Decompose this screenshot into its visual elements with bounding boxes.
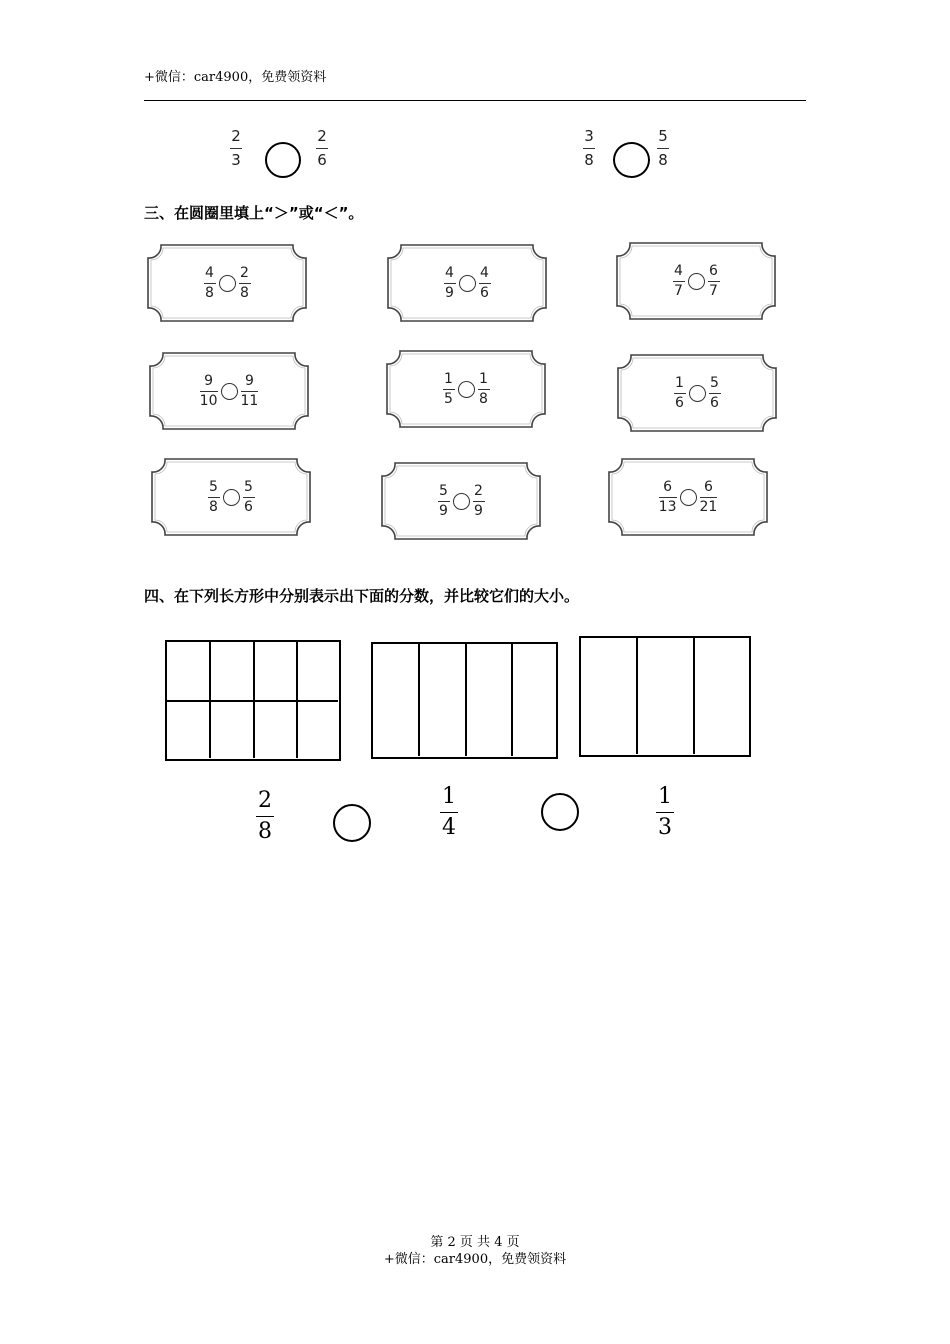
comparison-card: [617, 354, 777, 432]
section-4-title: 四、在下列长方形中分别表示出下面的分数，并比较它们的大小。: [144, 587, 580, 605]
denominator: 8: [205, 284, 214, 301]
fraction-bar: [478, 389, 490, 390]
denominator: 8: [240, 284, 249, 301]
denominator: 8: [209, 498, 218, 515]
numerator: 9: [204, 372, 214, 389]
denominator: 11: [240, 392, 259, 409]
answer-circle[interactable]: [613, 142, 650, 178]
numerator: 5: [244, 478, 253, 495]
fraction: [659, 480, 677, 515]
fraction-bar: [659, 497, 677, 498]
fraction: [440, 786, 458, 839]
fraction: [443, 372, 455, 407]
fraction-bar: [708, 281, 720, 282]
denominator: 5: [444, 390, 453, 407]
fraction: [204, 266, 216, 301]
numerator: 4: [480, 264, 489, 281]
answer-circle[interactable]: [221, 383, 238, 400]
denominator: 8: [584, 151, 594, 169]
comparison-card: [147, 244, 307, 322]
denominator: 9: [445, 284, 454, 301]
answer-circle[interactable]: [219, 275, 236, 292]
numerator: 2: [240, 264, 249, 281]
answer-circle[interactable]: [459, 275, 476, 292]
rectangle-4-parts[interactable]: [371, 642, 558, 759]
fraction: [243, 480, 255, 515]
fraction: [241, 374, 259, 409]
fraction-bar: [657, 148, 669, 149]
fraction-bar: [440, 812, 458, 813]
fraction: [656, 786, 674, 839]
denominator: 9: [439, 502, 448, 519]
footer-text: +微信：car4900，免费领资料: [383, 1252, 567, 1267]
header-divider: [144, 100, 806, 101]
grid-line: [465, 644, 467, 756]
comparison-card: [381, 462, 541, 540]
numerator: 2: [474, 482, 483, 499]
denominator: 8: [479, 390, 488, 407]
comparison-card: [386, 350, 546, 428]
denominator: 6: [710, 394, 719, 411]
grid-line: [511, 644, 513, 756]
denominator: 7: [674, 282, 683, 299]
numerator: 5: [710, 374, 719, 391]
answer-circle[interactable]: [458, 381, 475, 398]
fraction-bar: [443, 389, 455, 390]
grid-line: [167, 700, 338, 702]
fraction-bar: [208, 497, 220, 498]
denominator: 6: [317, 151, 327, 169]
fraction-bar: [583, 148, 595, 149]
fraction: [583, 128, 595, 169]
denominator: 13: [658, 498, 677, 515]
comparison-card: [387, 244, 547, 322]
numerator: 5: [658, 127, 668, 145]
comparison-card: [616, 242, 776, 320]
fraction-bar: [438, 501, 450, 502]
fraction: [200, 374, 218, 409]
fraction-bar: [709, 393, 721, 394]
numerator: 6: [703, 478, 713, 495]
denominator: 9: [474, 502, 483, 519]
numerator: 1: [658, 784, 672, 809]
fraction-bar: [656, 812, 674, 813]
numerator: 4: [674, 262, 683, 279]
answer-circle[interactable]: [265, 142, 301, 178]
fraction: [478, 372, 490, 407]
denominator: 8: [658, 151, 668, 169]
numerator: 2: [258, 788, 272, 813]
fraction-bar: [256, 816, 274, 817]
answer-circle[interactable]: [680, 489, 697, 506]
header-text: +微信：car4900，免费领资料: [144, 70, 327, 85]
grid-line: [693, 638, 695, 754]
numerator: 4: [445, 264, 454, 281]
comparison-card: [149, 352, 309, 430]
fraction-bar: [479, 283, 491, 284]
rectangle-3-parts[interactable]: [579, 636, 751, 757]
fraction-bar: [241, 391, 259, 392]
numerator: 1: [442, 784, 456, 809]
fraction-bar: [444, 283, 456, 284]
fraction-bar: [204, 283, 216, 284]
fraction-bar: [200, 391, 218, 392]
fraction-bar: [316, 148, 328, 149]
grid-line: [636, 638, 638, 754]
grid-line: [418, 644, 420, 756]
answer-circle[interactable]: [333, 804, 371, 842]
fraction: [700, 480, 718, 515]
numerator: 3: [584, 127, 594, 145]
numerator: 6: [663, 478, 673, 495]
fraction-bar: [700, 497, 718, 498]
fraction: [444, 266, 456, 301]
comparison-card: [151, 458, 311, 536]
denominator: 3: [231, 151, 241, 169]
page-number: 第 2 页 共 4 页: [430, 1235, 520, 1250]
fraction-bar: [673, 281, 685, 282]
fraction: [316, 128, 328, 169]
denominator: 3: [658, 815, 672, 840]
numerator: 9: [244, 372, 254, 389]
numerator: 1: [675, 374, 684, 391]
comparison-card: [608, 458, 768, 536]
answer-circle[interactable]: [453, 493, 470, 510]
fraction-bar: [473, 501, 485, 502]
answer-circle[interactable]: [223, 489, 240, 506]
denominator: 21: [699, 498, 718, 515]
fraction: [438, 484, 450, 519]
fraction: [673, 264, 685, 299]
fraction: [657, 128, 669, 169]
rectangle-8-parts[interactable]: [165, 640, 341, 761]
denominator: 7: [709, 282, 718, 299]
numerator: 2: [317, 127, 327, 145]
denominator: 10: [199, 392, 218, 409]
fraction: [479, 266, 491, 301]
fraction: [256, 790, 274, 843]
numerator: 1: [444, 370, 453, 387]
fraction: [208, 480, 220, 515]
numerator: 5: [209, 478, 218, 495]
fraction-bar: [230, 148, 242, 149]
denominator: 8: [258, 819, 272, 844]
numerator: 1: [479, 370, 488, 387]
section-3-title: 三、在圆圈里填上“＞”或“＜”。: [144, 204, 364, 222]
fraction-bar: [239, 283, 251, 284]
fraction-bar: [674, 393, 686, 394]
denominator: 6: [244, 498, 253, 515]
answer-circle[interactable]: [541, 793, 579, 831]
answer-circle[interactable]: [689, 385, 706, 402]
fraction: [239, 266, 251, 301]
denominator: 6: [480, 284, 489, 301]
answer-circle[interactable]: [688, 273, 705, 290]
denominator: 6: [675, 394, 684, 411]
fraction: [674, 376, 686, 411]
fraction: [230, 128, 242, 169]
numerator: 2: [231, 127, 241, 145]
denominator: 4: [442, 815, 456, 840]
numerator: 6: [709, 262, 718, 279]
numerator: 4: [205, 264, 214, 281]
fraction: [709, 376, 721, 411]
fraction: [708, 264, 720, 299]
fraction: [473, 484, 485, 519]
numerator: 5: [439, 482, 448, 499]
fraction-bar: [243, 497, 255, 498]
